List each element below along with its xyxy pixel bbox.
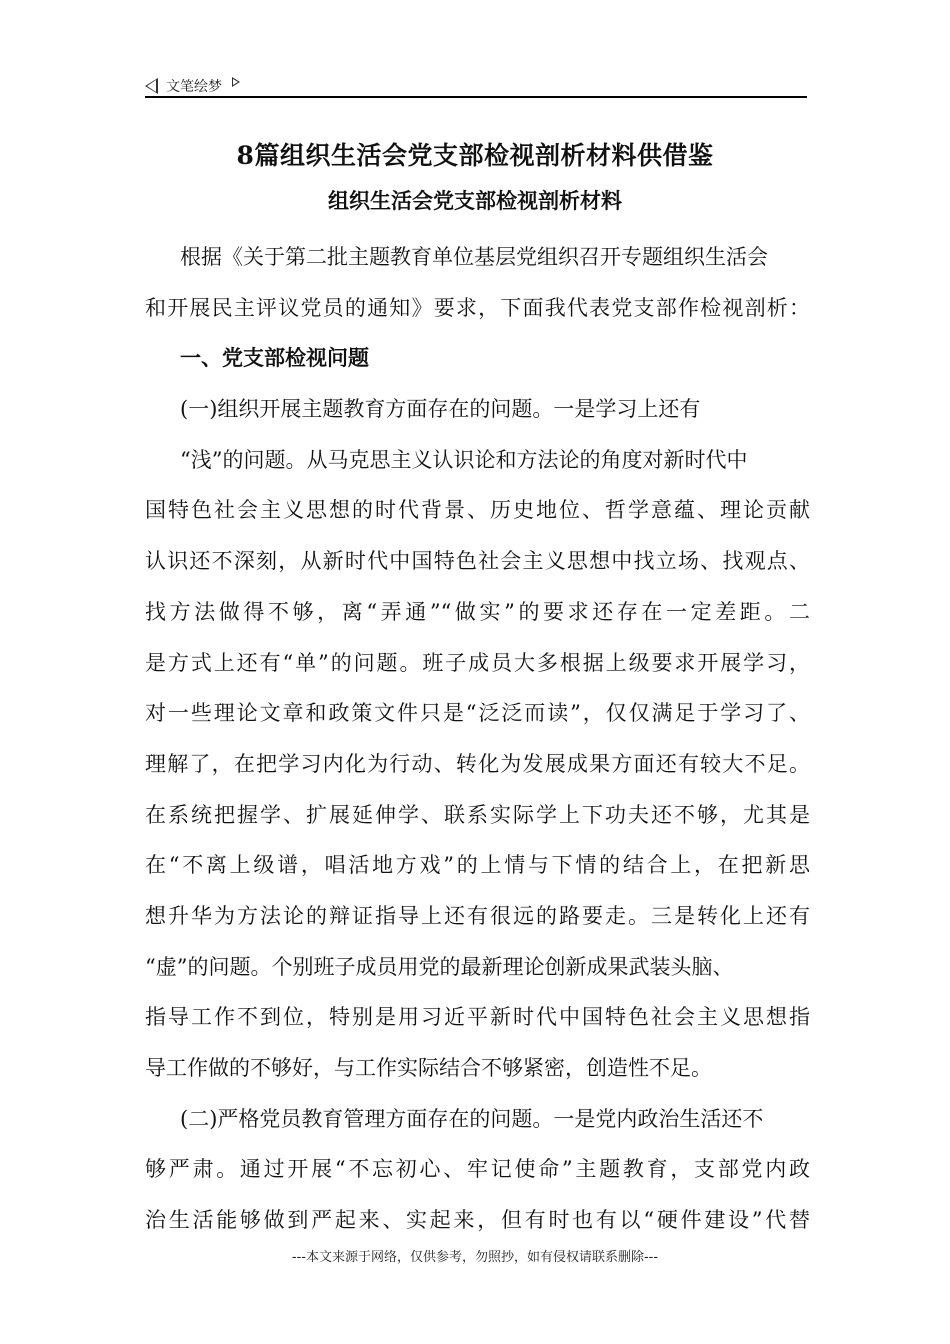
paragraph-line: 在“不离上级谱，唱活地方戏”的上情与下情的结合上，在把新思: [145, 853, 810, 878]
paragraph-line: 国特色社会主义思想的时代背景、历史地位、哲学意蕴、理论贡献: [145, 498, 810, 523]
triangle-right-icon: [232, 77, 240, 87]
paragraph-line: 在系统把握学、扩展延伸学、联系实际学上下功夫还不够，尤其是: [145, 802, 810, 827]
paragraph-line: 是方式上还有“单”的问题。班子成员大多根据上级要求开展学习，: [145, 650, 810, 675]
paragraph-line: 想升华为方法论的辩证指导上还有很远的路要走。三是转化上还有: [145, 903, 810, 928]
header-rule: [145, 96, 807, 98]
paragraph-line: 根据《关于第二批主题教育单位基层党组织召开专题组织生活会: [180, 245, 768, 269]
section-heading: 一、党支部检视问题: [180, 345, 369, 371]
document-body: [145, 232, 810, 1246]
paragraph-line: 治生活能够做到严起来、实起来，但有时也有以“硬件建设”代替: [145, 1208, 810, 1233]
paragraph-line: (一)组织开展主题教育方面存在的问题。一是学习上还有: [180, 397, 701, 422]
document-header: [145, 74, 240, 98]
paragraph-line: 对一些理论文章和政策文件只是“泛泛而读”，仅仅满足于学习了、: [145, 701, 810, 726]
paragraph-line: “虚”的问题。个别班子成员用党的最新理论创新成果武装头脑、: [145, 954, 734, 979]
paragraph-line: 找方法做得不够，离“弄通”“做实”的要求还存在一定差距。二: [145, 599, 810, 624]
paragraph-line: 认识还不深刻，从新时代中国特色社会主义思想中找立场、找观点、: [145, 549, 810, 574]
triangle-left-icon: [145, 78, 158, 94]
document-subtitle: 组织生活会党支部检视剖析材料: [328, 188, 622, 213]
paragraph-line: 导工作做的不够好，与工作实际结合不够紧密，创造性不足。: [145, 1056, 712, 1080]
paragraph-line: 指导工作不到位，特别是用习近平新时代中国特色社会主义思想指: [145, 1005, 810, 1030]
paragraph-line: 够严肃。通过开展“不忘初心、牢记使命”主题教育，支部党内政: [145, 1157, 810, 1182]
paragraph-line: 理解了，在把学习内化为行动、转化为发展成果方面还有较大不足。: [145, 751, 810, 776]
paragraph-line: 和开展民主评议党员的通知》要求，下面我代表党支部作检视剖析：: [145, 295, 810, 320]
paragraph-line: (二)严格党员教育管理方面存在的问题。一是党内政治生活还不: [180, 1106, 764, 1131]
document-title: 8篇组织生活会党支部检视剖析材料供借鉴: [236, 141, 714, 170]
paragraph-line: “浅”的问题。从马克思主义认识论和方法论的角度对新时代中: [180, 447, 748, 472]
header-brand: 文笔绘梦: [166, 79, 222, 95]
document-footer: ---本文来源于网络，仅供参考，勿照抄，如有侵权请联系删除---: [291, 1250, 659, 1265]
